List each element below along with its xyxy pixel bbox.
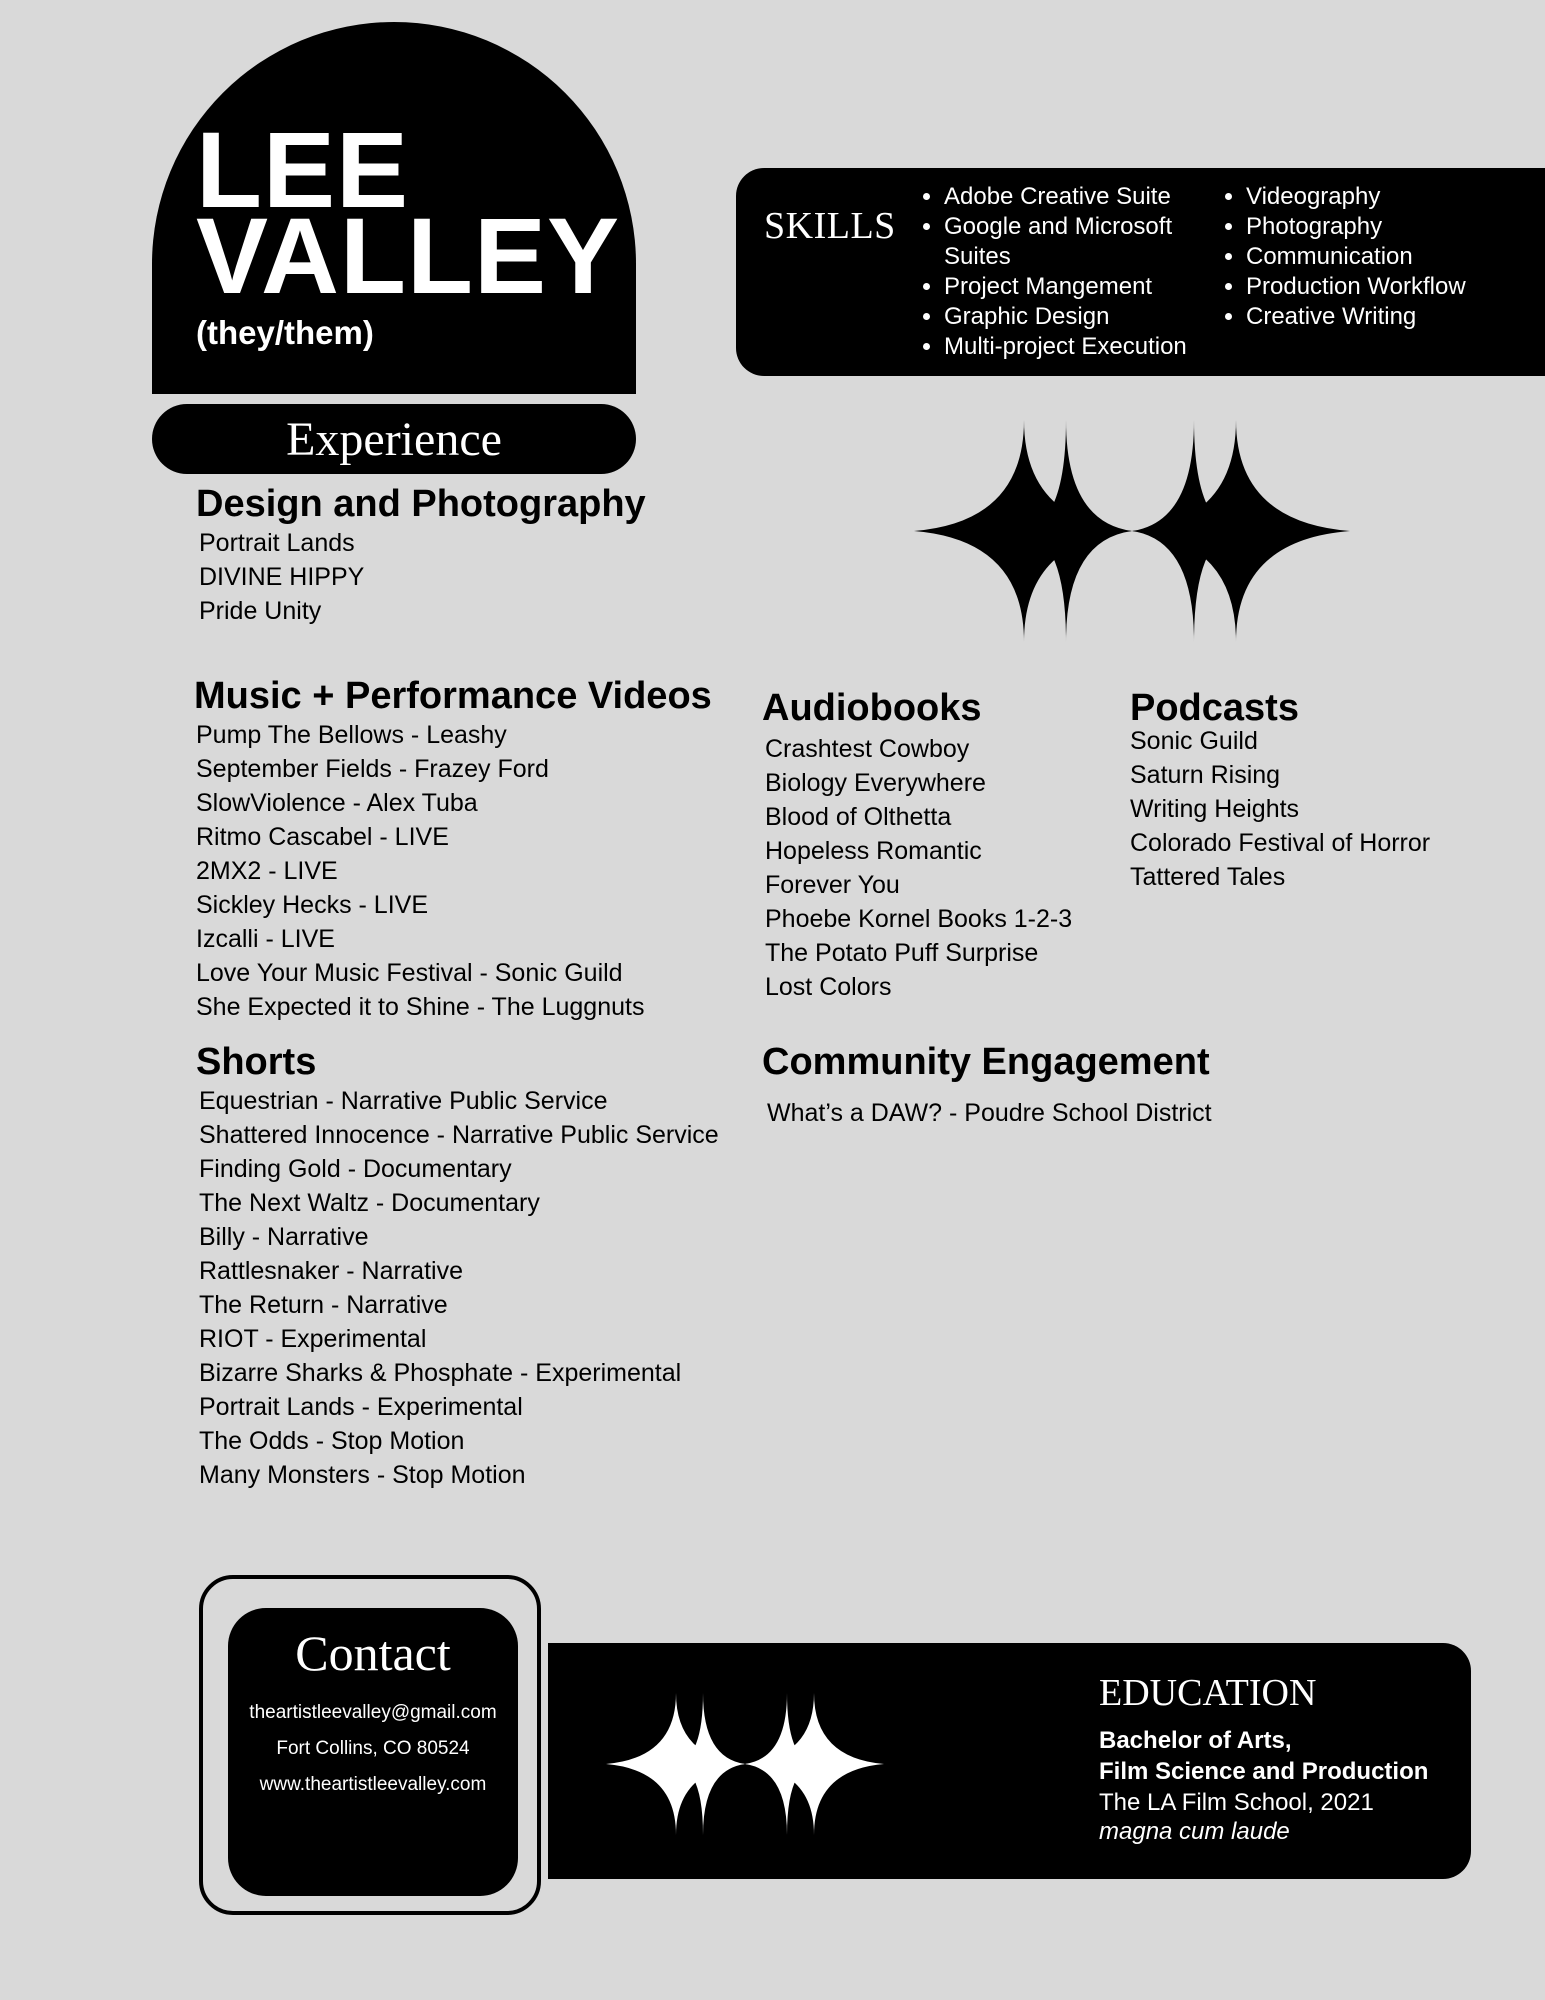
list-item: The Return - Narrative bbox=[199, 1290, 448, 1319]
skill-item: • Videography bbox=[1246, 182, 1545, 212]
skills-list-left bbox=[914, 182, 1224, 362]
pronouns: (they/them) bbox=[196, 314, 374, 351]
education-title: EDUCATION bbox=[1099, 1672, 1317, 1714]
first-name: LEE bbox=[196, 109, 410, 230]
list-item: Writing Heights bbox=[1130, 794, 1300, 823]
skill-item: • Multi-project Execution bbox=[944, 332, 1224, 362]
education-panel bbox=[548, 1643, 1471, 1879]
list-item: DIVINE HIPPY bbox=[199, 562, 365, 591]
skill-item: • Production Workflow bbox=[1246, 272, 1545, 302]
section-title: Shorts bbox=[196, 1041, 317, 1083]
design-list bbox=[199, 526, 646, 628]
experience-heading: Experience bbox=[152, 404, 636, 474]
list-item: Sonic Guild bbox=[1130, 726, 1258, 755]
section-title: Community Engagement bbox=[762, 1041, 1210, 1083]
section-title: Music + Performance Videos bbox=[194, 675, 712, 717]
shorts-list bbox=[199, 1084, 719, 1492]
list-item: Portrait Lands bbox=[199, 528, 355, 557]
skill-item: • Project Mangement bbox=[944, 272, 1224, 302]
list-item: Crashtest Cowboy bbox=[765, 734, 970, 763]
section-title: Design and Photography bbox=[196, 483, 646, 525]
audiobooks-section bbox=[762, 688, 1072, 1004]
list-item: Bizarre Sharks & Phosphate - Experimental bbox=[199, 1358, 682, 1387]
section-title: Podcasts bbox=[1130, 687, 1299, 729]
community-section bbox=[762, 1042, 1212, 1130]
list-item: RIOT - Experimental bbox=[199, 1324, 427, 1353]
list-item: Portrait Lands - Experimental bbox=[199, 1392, 523, 1421]
contact-title: Contact bbox=[295, 1625, 451, 1681]
podcasts-list bbox=[1130, 724, 1430, 894]
skill-item: • Adobe Creative Suite bbox=[944, 182, 1224, 212]
education-school: The LA Film School, 2021 bbox=[1099, 1789, 1374, 1816]
list-item: Many Monsters - Stop Motion bbox=[199, 1460, 526, 1489]
list-item: Rattlesnaker - Narrative bbox=[199, 1256, 463, 1285]
contact-email[interactable]: theartistleevalley@gmail.com bbox=[249, 1702, 497, 1723]
list-item: She Expected it to Shine - The Luggnuts bbox=[196, 992, 645, 1021]
list-item: Phoebe Kornel Books 1-2-3 bbox=[765, 904, 1073, 933]
sparkle-decoration-icon bbox=[606, 1693, 884, 1835]
shorts-section bbox=[196, 1042, 719, 1492]
list-item: Hopeless Romantic bbox=[765, 836, 982, 865]
skills-panel bbox=[736, 168, 1545, 376]
podcasts-section bbox=[1130, 688, 1430, 894]
section-title: Audiobooks bbox=[762, 687, 982, 729]
skill-item: • Google and Microsoft Suites bbox=[944, 212, 1224, 272]
music-list bbox=[196, 718, 712, 1024]
list-item: September Fields - Frazey Ford bbox=[196, 754, 549, 783]
skill-item: • Creative Writing bbox=[1246, 302, 1545, 332]
skill-item: • Photography bbox=[1246, 212, 1545, 242]
list-item: What’s a DAW? - Poudre School District bbox=[767, 1098, 1212, 1127]
list-item: Saturn Rising bbox=[1130, 760, 1281, 789]
list-item: Shattered Innocence - Narrative Public Service bbox=[199, 1120, 719, 1149]
last-name: VALLEY bbox=[196, 195, 621, 316]
contact-location: Fort Collins, CO 80524 bbox=[276, 1738, 470, 1759]
list-item: Love Your Music Festival - Sonic Guild bbox=[196, 958, 623, 987]
community-list bbox=[767, 1096, 1212, 1130]
list-item: SlowViolence - Alex Tuba bbox=[196, 788, 478, 817]
list-item: The Next Waltz - Documentary bbox=[199, 1188, 540, 1217]
education-degree: Bachelor of Arts, bbox=[1099, 1727, 1292, 1754]
education-field: Film Science and Production bbox=[1099, 1758, 1429, 1785]
name-block bbox=[152, 22, 636, 394]
list-item: Billy - Narrative bbox=[199, 1222, 369, 1251]
list-item: 2MX2 - LIVE bbox=[196, 856, 338, 885]
list-item: Lost Colors bbox=[765, 972, 892, 1001]
list-item: Blood of Olthetta bbox=[765, 802, 952, 831]
list-item: Ritmo Cascabel - LIVE bbox=[196, 822, 449, 851]
list-item: Pump The Bellows - Leashy bbox=[196, 720, 507, 749]
list-item: Finding Gold - Documentary bbox=[199, 1154, 512, 1183]
contact-website[interactable]: www.theartistleevalley.com bbox=[259, 1774, 487, 1795]
skill-item: • Communication bbox=[1246, 242, 1545, 272]
education-honors: magna cum laude bbox=[1099, 1818, 1290, 1845]
skill-item: • Graphic Design bbox=[944, 302, 1224, 332]
skills-list-right bbox=[1216, 182, 1545, 332]
list-item: Colorado Festival of Horror bbox=[1130, 828, 1431, 857]
skills-title: SKILLS bbox=[764, 205, 896, 247]
contact-card bbox=[228, 1608, 518, 1896]
list-item: Pride Unity bbox=[199, 596, 322, 625]
list-item: Biology Everywhere bbox=[765, 768, 986, 797]
audiobooks-list bbox=[765, 732, 1072, 1004]
list-item: Izcalli - LIVE bbox=[196, 924, 335, 953]
list-item: Tattered Tales bbox=[1130, 862, 1286, 891]
sparkle-decoration-icon bbox=[914, 420, 1350, 642]
list-item: The Potato Puff Surprise bbox=[765, 938, 1039, 967]
music-section bbox=[194, 676, 712, 1024]
list-item: The Odds - Stop Motion bbox=[199, 1426, 465, 1455]
list-item: Forever You bbox=[765, 870, 900, 899]
design-section bbox=[196, 484, 646, 628]
list-item: Sickley Hecks - LIVE bbox=[196, 890, 429, 919]
list-item: Equestrian - Narrative Public Service bbox=[199, 1086, 608, 1115]
